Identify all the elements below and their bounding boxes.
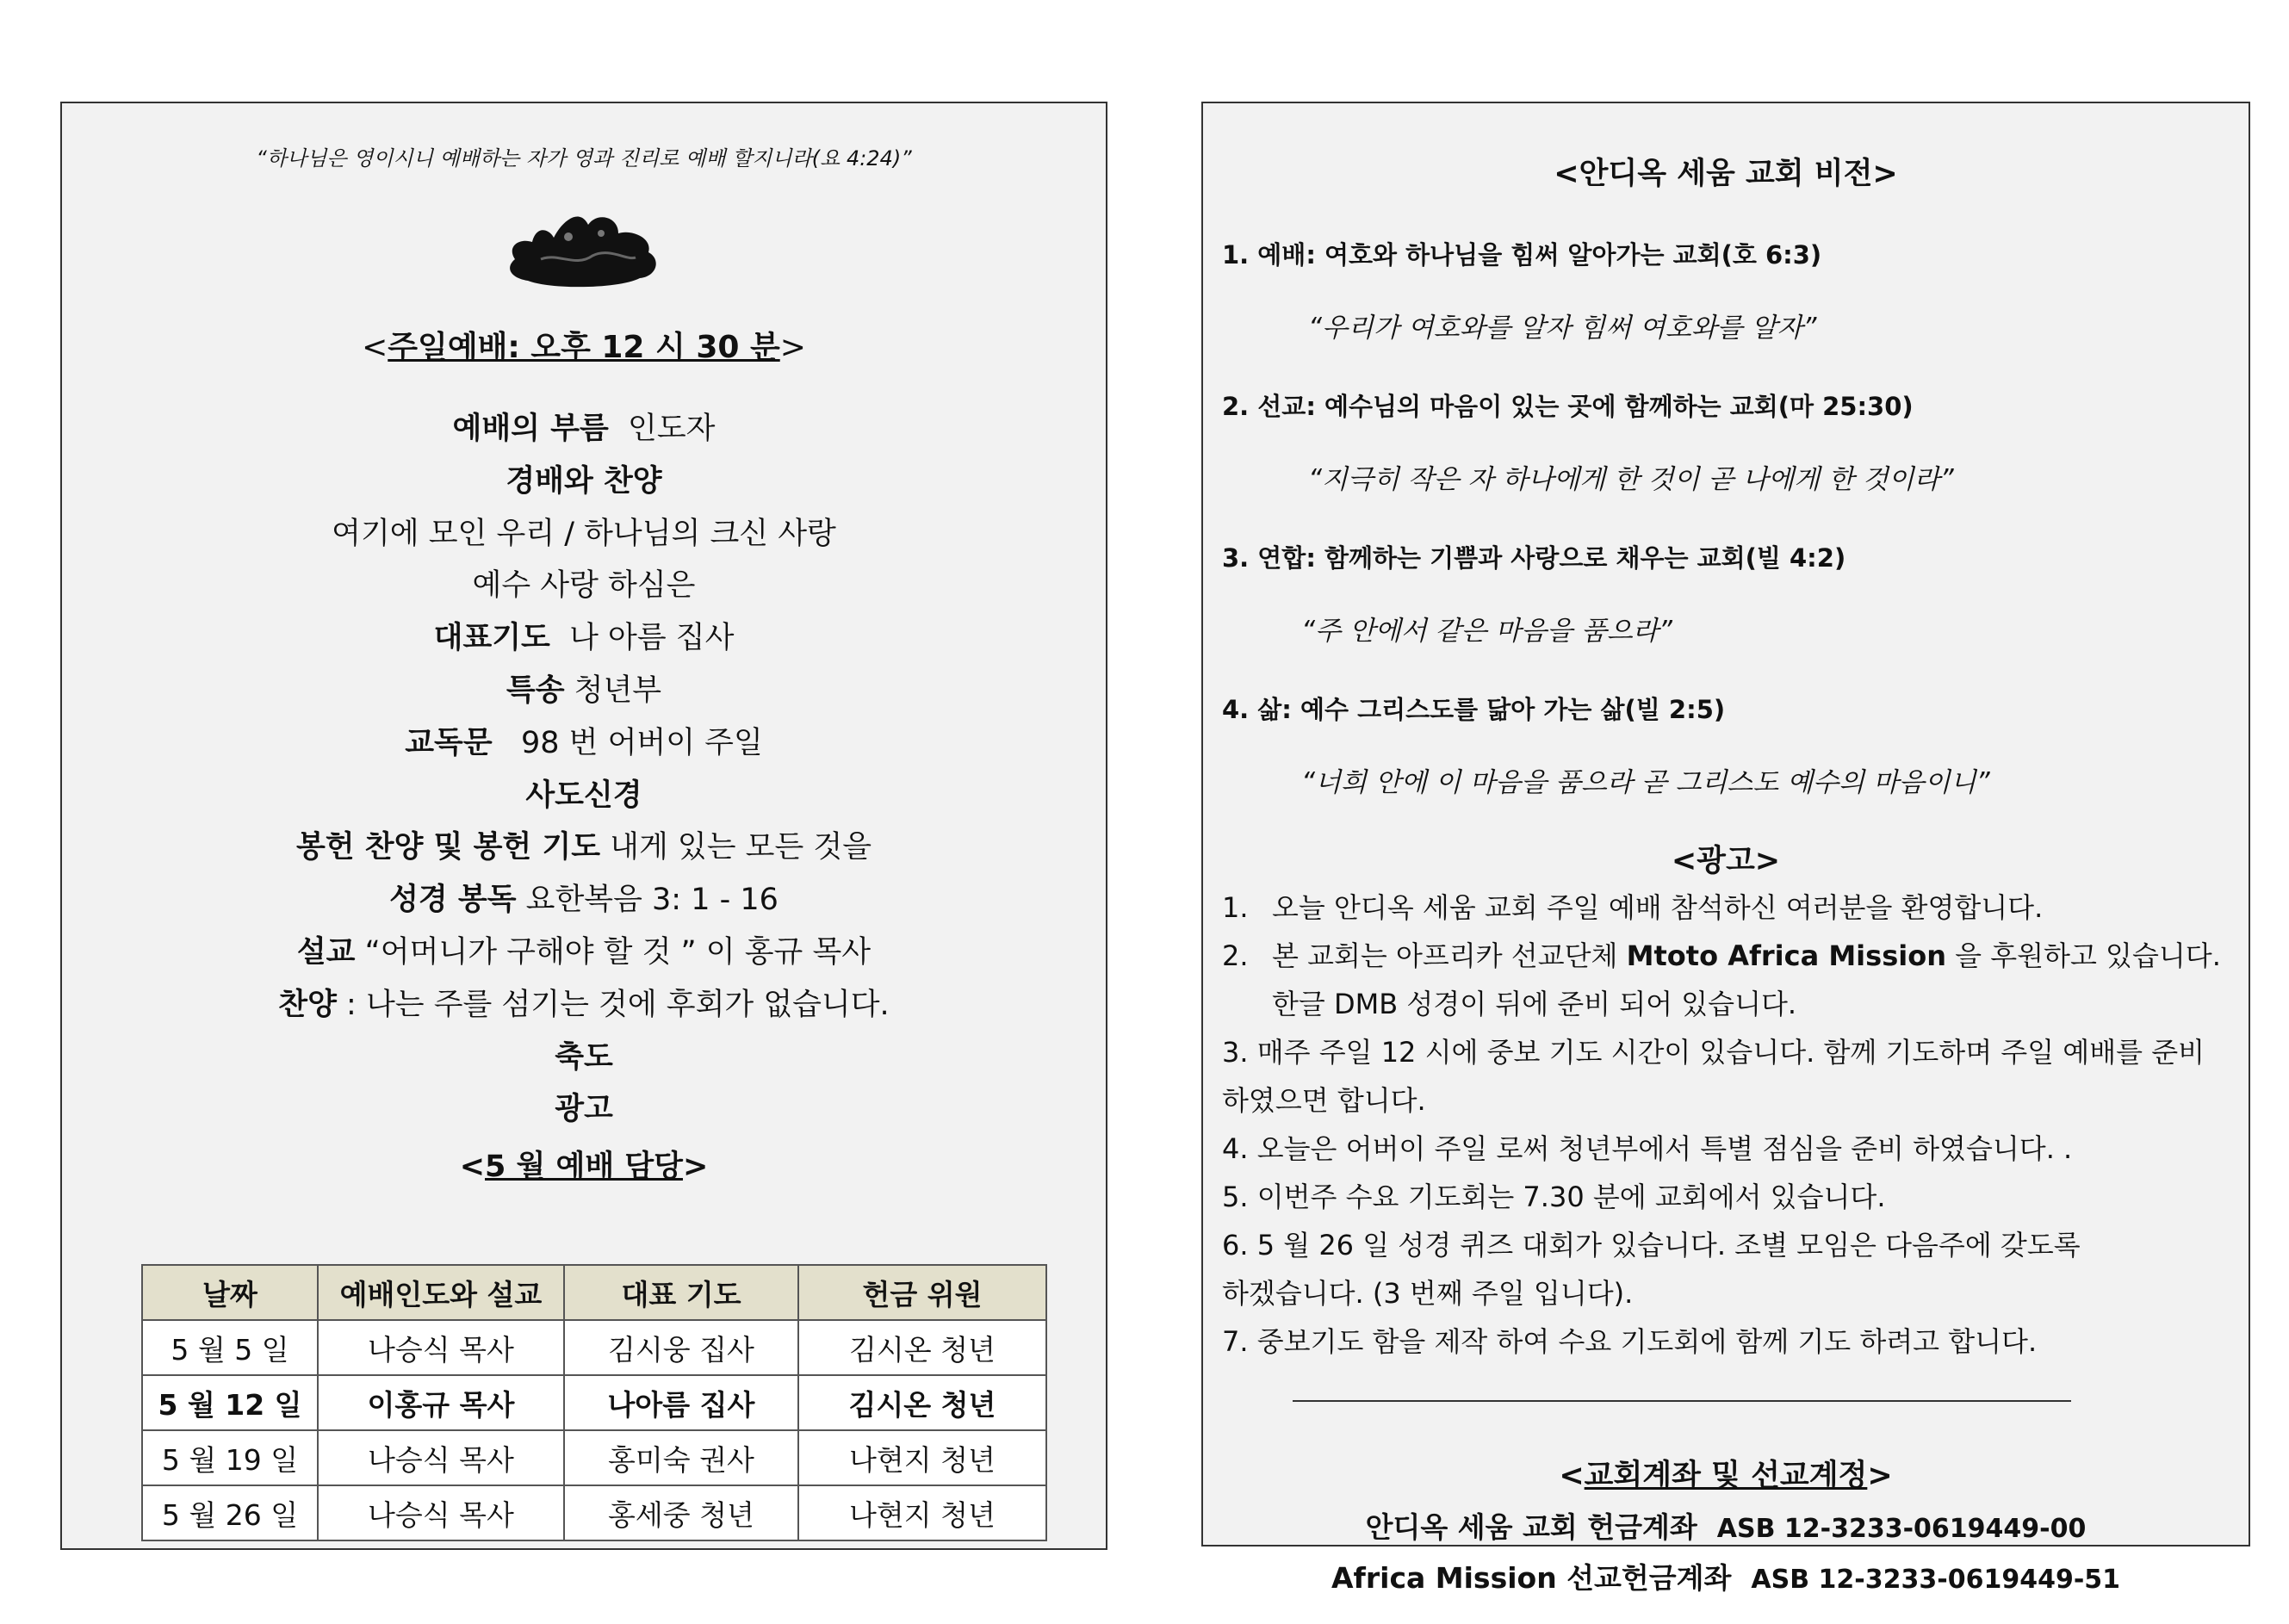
announcement-item: 하였으면 합니다. — [1222, 1084, 1426, 1117]
church-account: 안디옥 세움 교회 헌금계좌 ASB 12-3233-0619449-00 — [1365, 1510, 2087, 1544]
order-of-service — [62, 403, 1106, 1136]
announcement-item: 5. 이번주 수요 기도회는 7.30 분에 교회에서 있습니다. — [1222, 1181, 1886, 1213]
announcements-list — [1222, 883, 2249, 1366]
column-header: 예배인도와 설교 — [318, 1265, 564, 1320]
order-item: 여기에 모인 우리 / 하나님의 크신 사랑 — [332, 516, 836, 551]
vision-point: 3. 연합: 함께하는 기쁨과 사랑으로 채우는 교회(빌 4:2) — [1222, 543, 1846, 573]
order-item: 교독문 98 번 어버이 주일 — [405, 725, 763, 760]
table-row — [142, 1375, 1046, 1430]
order-item: 특송 청년부 — [506, 673, 662, 708]
announcement-item: 하겠습니다. (3 번째 주일 입니다). — [1222, 1277, 1634, 1310]
vision-title: <안디옥 세움 교회 비전> — [1554, 157, 1898, 191]
vision-quote: “우리가 여호와를 알자 힘써 여호와를 알자” — [1308, 313, 1817, 344]
table-row — [142, 1485, 1046, 1540]
vision-point: 4. 삶: 예수 그리스도를 닮아 가는 삶(빌 2:5) — [1222, 695, 1726, 724]
order-item: 예배의 부름 인도자 — [452, 412, 716, 446]
table-cell: 나현지 청년 — [798, 1430, 1046, 1485]
order-item: 봉헌 찬양 및 봉헌 기도 내게 있는 모든 것을 — [295, 830, 872, 865]
table-cell: 5 월 26 일 — [142, 1485, 318, 1540]
table-cell: 나현지 청년 — [798, 1485, 1046, 1540]
vision-quote: “지극히 작은 자 하나에게 한 것이 곧 나에게 한 것이라” — [1308, 464, 1954, 495]
table-cell: 나승식 목사 — [318, 1485, 564, 1540]
table-cell: 나승식 목사 — [318, 1320, 564, 1375]
table-cell: 5 월 19 일 — [142, 1430, 318, 1485]
table-cell: 김시온 청년 — [798, 1320, 1046, 1375]
announcement-item: 6. 5 월 26 일 성경 퀴즈 대회가 있습니다. 조별 모임은 다음주에 갖도록 — [1222, 1229, 2081, 1261]
table-row — [142, 1430, 1046, 1485]
announcement-item: 4. 오늘은 어버이 주일 로써 청년부에서 특별 점심을 준비 하였습니다. . — [1222, 1132, 2073, 1165]
order-item: 경배와 찬양 — [506, 463, 662, 499]
service-time-title: <주일예배: 오후 12 시 30 분> — [362, 330, 806, 365]
announcements-title: <광고> — [1671, 844, 1781, 878]
vision-announcements-panel — [1201, 102, 2250, 1595]
duty-roster-title: <5 월 예배 담당> — [459, 1150, 709, 1185]
order-item: 설교 “어머니가 구해야 할 것 ” 이 홍규 목사 — [296, 934, 872, 970]
table-cell: 김시온 청년 — [798, 1375, 1046, 1430]
table-cell: 5 월 5 일 — [142, 1320, 318, 1375]
scripture-verse: “하나님은 영이시니 예배하는 자가 영과 진리로 예배 할지니라(요 4:24)” — [256, 146, 912, 170]
announcement-item: 3. 매주 주일 12 시에 중보 기도 시간이 있습니다. 함께 기도하며 주일 예배를 준비 — [1222, 1036, 2205, 1069]
duty-roster-table — [141, 1264, 1047, 1541]
table-cell: 나아름 집사 — [564, 1375, 798, 1430]
order-item: 성경 봉독 요한복음 3: 1 - 16 — [389, 883, 779, 918]
crown-icon — [498, 199, 670, 294]
column-header: 헌금 위원 — [798, 1265, 1046, 1320]
announcement-item: 1. 오늘 안디옥 세움 교회 주일 예배 참석하신 여러분을 환영합니다. — [1222, 891, 2044, 924]
vision-point: 2. 선교: 예수님의 마음이 있는 곳에 함께하는 교회(마 25:30) — [1222, 392, 1914, 421]
mission-account: Africa Mission 선교헌금계좌 ASB 12-3233-0619449-51 — [1331, 1561, 2121, 1595]
column-header: 대표 기도 — [564, 1265, 798, 1320]
order-item: 예수 사랑 하심은 — [472, 568, 696, 604]
table-row — [142, 1320, 1046, 1375]
divider — [1293, 1400, 2071, 1402]
vision-quote: “너희 안에 이 마음을 품으라 곧 그리스도 예수의 마음이니” — [1301, 767, 1990, 798]
table-cell: 5 월 12 일 — [142, 1375, 318, 1430]
table-cell: 김시웅 집사 — [564, 1320, 798, 1375]
announcement-item: 7. 중보기도 함을 제작 하여 수요 기도회에 함께 기도 하려고 합니다. — [1222, 1325, 2038, 1358]
order-item: 찬양 : 나는 주를 섬기는 것에 후회가 없습니다. — [278, 987, 890, 1022]
column-header: 날짜 — [142, 1265, 318, 1320]
announcement-item: 2. 본 교회는 아프리카 선교단체 Mtoto Africa Mission 을 후원하고 있습니다. — [1222, 939, 2221, 972]
order-item: 광고 — [555, 1092, 613, 1127]
table-cell: 홍미숙 권사 — [564, 1430, 798, 1485]
table-cell: 나승식 목사 — [318, 1430, 564, 1485]
table-cell: 홍세중 청년 — [564, 1485, 798, 1540]
order-item: 축도 — [555, 1039, 613, 1075]
vision-point: 1. 예배: 여호와 하나님을 힘써 알아가는 교회(호 6:3) — [1222, 240, 1822, 270]
table-cell: 이홍규 목사 — [318, 1375, 564, 1430]
accounts-title: <교회계좌 및 선교계정> — [1559, 1459, 1893, 1493]
table-header-row — [142, 1265, 1046, 1320]
worship-order-panel — [60, 102, 1107, 1550]
announcement-item: 한글 DMB 성경이 뒤에 준비 되어 있습니다. — [1272, 988, 1797, 1020]
order-item: 사도신경 — [525, 778, 642, 813]
order-item: 대표기도 나 아름 집사 — [433, 621, 735, 656]
vision-quote: “주 안에서 같은 마음을 품으라” — [1301, 616, 1672, 647]
